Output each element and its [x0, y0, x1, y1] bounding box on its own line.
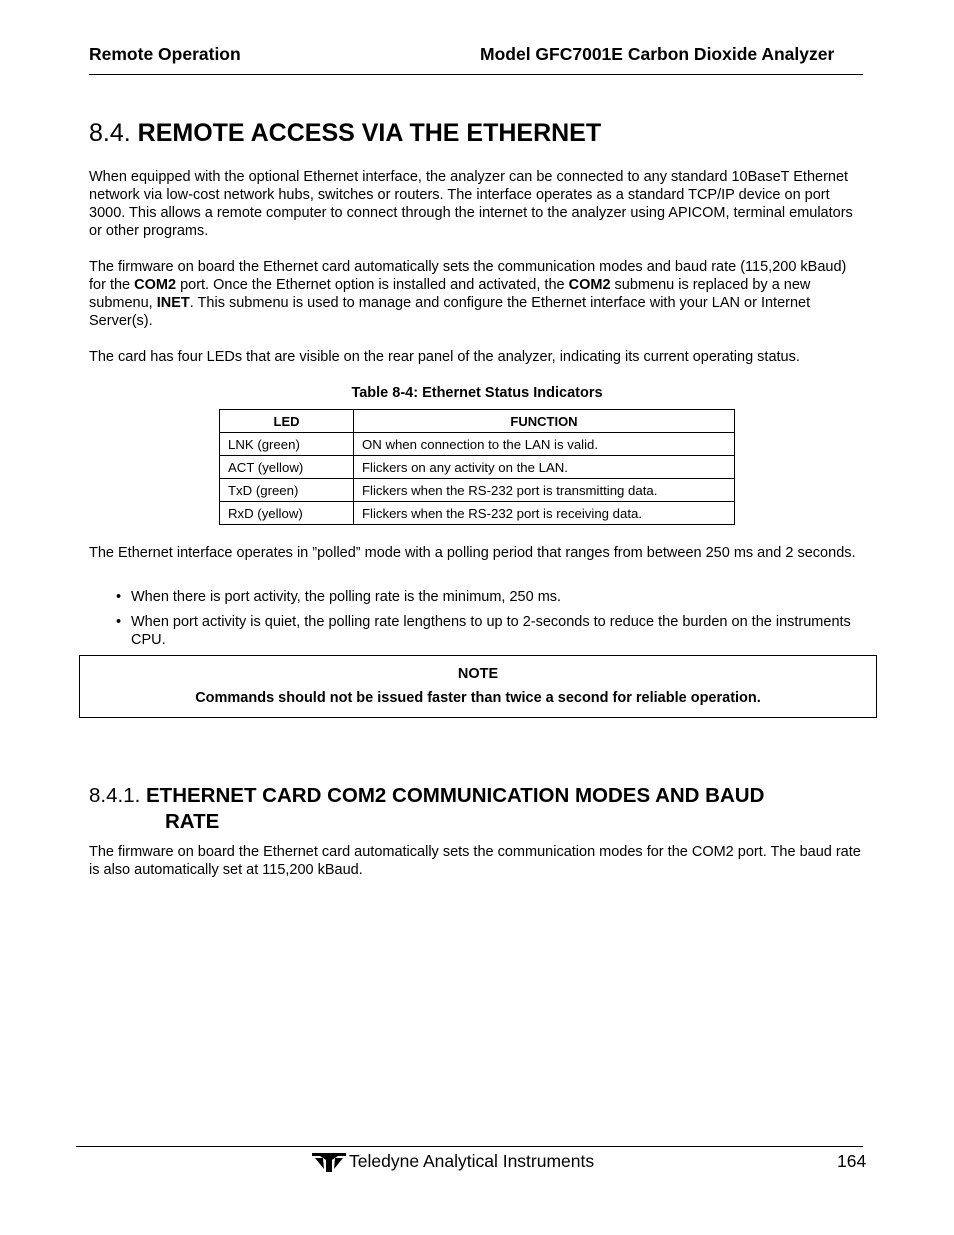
note-title: NOTE: [457, 666, 499, 682]
list-item-text: When there is port activity, the polling rate is the minimum, 250 ms.: [131, 589, 562, 605]
paragraph-polling: The Ethernet interface operates in ”polled” mode with a polling period that ranges from between 250 ms and 2 seconds.: [89, 545, 856, 561]
paragraph-com2: The firmware on board the Ethernet card automatically sets the communication modes for the COM2 port. The baud rate is also automatically set at 115,200 kBaud.: [89, 844, 861, 878]
table-cell-led: LNK (green): [220, 433, 354, 456]
header-section-title: Remote Operation: [89, 44, 241, 64]
subsection-number: 8.4.1.: [89, 784, 146, 807]
p2-inet: INET: [156, 295, 190, 311]
table-cell-led: TxD (green): [220, 479, 354, 502]
table-cell-led: ACT (yellow): [220, 456, 354, 479]
table-cell-function: Flickers when the RS-232 port is transmitting data.: [354, 479, 735, 502]
table-cell-function: Flickers when the RS-232 port is receiving data.: [354, 502, 735, 525]
paragraph-intro: When equipped with the optional Ethernet interface, the analyzer can be connected to any standard 10BaseT Ethernet network via low-cost network hubs, switches or routers. The interface operates as a standard TCP/IP device on port 3000. This allows a remote computer to connect through the internet to the analyzer using APICOM, terminal emulators or other programs.: [89, 169, 853, 239]
list-item: [112, 588, 862, 606]
table-header-function: FUNCTION: [354, 410, 735, 433]
footer-rule: [76, 1146, 863, 1147]
table-row: [220, 479, 735, 502]
table-row: [220, 456, 735, 479]
table-caption: Table 8-4: Ethernet Status Indicators: [351, 385, 603, 401]
bullet-icon: •: [116, 614, 122, 630]
page-number: 164: [837, 1151, 867, 1171]
list-item-text: When port activity is quiet, the polling rate lengthens to up to 2-seconds to reduce the burden on the instruments CPU.: [131, 614, 851, 648]
p2-com2-b: COM2: [568, 277, 611, 293]
footer-company: Teledyne Analytical Instruments: [349, 1151, 595, 1171]
note-body: Commands should not be issued faster than twice a second for reliable operation.: [195, 690, 761, 706]
subsection-heading: [89, 783, 849, 835]
p2-text-e: submenu is replaced by a new submenu,: [89, 277, 811, 311]
p2-com2-a: COM2: [134, 277, 177, 293]
paragraph-leds: The card has four LEDs that are visible on the rear panel of the analyzer, indicating its current operating status.: [89, 349, 800, 365]
note-box: [79, 655, 877, 718]
table-row: [220, 433, 735, 456]
bullet-icon: •: [116, 589, 122, 605]
list-item: [112, 613, 862, 649]
subsection-title-line2: RATE: [165, 810, 220, 833]
table-cell-function: Flickers on any activity on the LAN.: [354, 456, 735, 479]
section-heading: [89, 119, 601, 148]
table-cell-led: RxD (yellow): [220, 502, 354, 525]
table-header-led: LED: [220, 410, 354, 433]
p2-text-a: The firmware on board the Ethernet card automatically sets the communication modes and baud rate (115,200 kBaud) for the: [89, 259, 847, 293]
table-cell-function: ON when connection to the LAN is valid.: [354, 433, 735, 456]
subsection-title-line1: ETHERNET CARD COM2 COMMUNICATION MODES AND BAUD: [146, 784, 765, 807]
header-document-title: Model GFC7001E Carbon Dioxide Analyzer: [480, 44, 835, 64]
p2-text-g: . This submenu is used to manage and configure the Ethernet interface with your LAN or Internet Server(s).: [89, 295, 811, 329]
header-rule: [89, 74, 863, 75]
table-header-row: [220, 410, 735, 433]
teledyne-logo-icon: [312, 1151, 346, 1173]
ethernet-status-table: [219, 409, 735, 525]
table-row: [220, 502, 735, 525]
p2-text-c: port. Once the Ethernet option is installed and activated, the: [176, 277, 569, 293]
polling-bullet-list: [112, 588, 862, 656]
section-number: 8.4.: [89, 119, 138, 147]
section-title: REMOTE ACCESS VIA THE ETHERNET: [137, 119, 602, 147]
paragraph-firmware: [89, 258, 864, 330]
